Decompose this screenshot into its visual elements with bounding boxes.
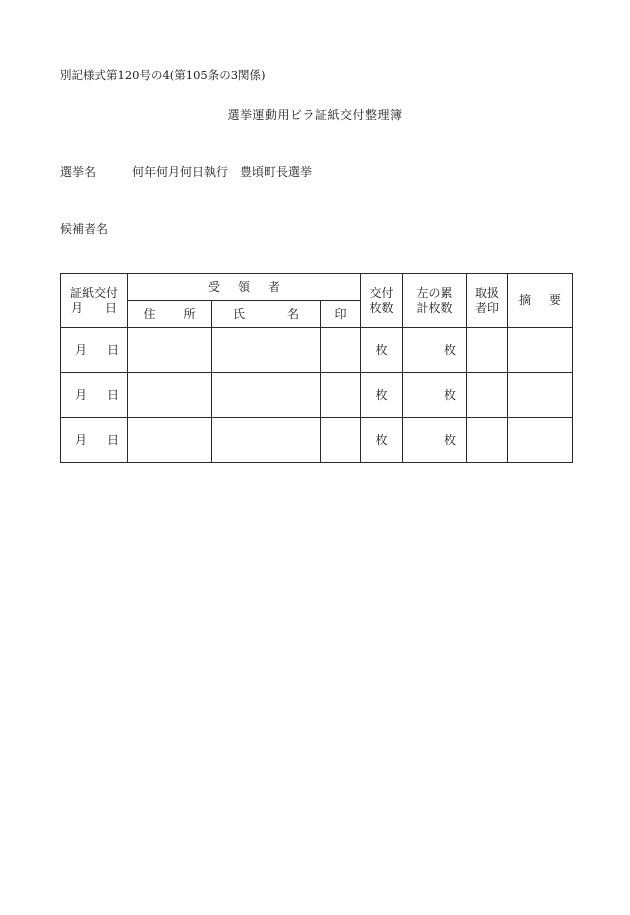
month-unit: 月 bbox=[74, 387, 87, 402]
seal-cell[interactable] bbox=[321, 328, 361, 373]
address-header-char: 所 bbox=[183, 306, 196, 321]
name-cell[interactable] bbox=[212, 418, 321, 463]
address-cell[interactable] bbox=[128, 328, 212, 373]
month-unit: 月 bbox=[74, 342, 87, 357]
issued-count-header-line1: 交付 bbox=[369, 285, 394, 300]
remarks-header-char: 要 bbox=[549, 293, 562, 307]
election-name-label: 選挙名 bbox=[60, 165, 97, 179]
month-unit: 月 bbox=[74, 432, 87, 447]
issued-count-cell[interactable]: 枚 bbox=[361, 418, 403, 463]
name-header-char: 名 bbox=[287, 306, 300, 321]
issue-date-day-header: 日 bbox=[104, 300, 117, 315]
cumulative-count-header-line2: 計枚数 bbox=[416, 300, 453, 315]
recipient-header-char: 者 bbox=[268, 279, 281, 294]
election-name-value: 何年何月何日執行 豊頃町長選挙 bbox=[132, 165, 313, 179]
handler-seal-cell[interactable] bbox=[467, 418, 508, 463]
candidate-name-label: 候補者名 bbox=[60, 222, 109, 236]
issued-count-header bbox=[361, 274, 403, 328]
day-unit: 日 bbox=[106, 387, 119, 402]
issued-count-header-line2: 枚数 bbox=[369, 300, 394, 315]
cumulative-count-header bbox=[403, 274, 467, 328]
issue-date-month-header: 月 bbox=[71, 300, 84, 315]
address-cell[interactable] bbox=[128, 418, 212, 463]
remarks-cell[interactable] bbox=[508, 418, 573, 463]
address-header-char: 住 bbox=[143, 306, 156, 321]
handler-seal-cell[interactable] bbox=[467, 373, 508, 418]
seal-cell[interactable] bbox=[321, 418, 361, 463]
seal-header: 印 bbox=[321, 301, 361, 328]
recipient-header-char: 領 bbox=[238, 279, 251, 294]
handler-seal-header bbox=[467, 274, 508, 328]
remarks-header bbox=[508, 274, 573, 328]
issued-count-cell[interactable]: 枚 bbox=[361, 328, 403, 373]
table-row bbox=[61, 418, 573, 463]
cumulative-count-cell[interactable]: 枚 bbox=[403, 373, 467, 418]
issue-date-header bbox=[61, 274, 128, 328]
recipient-header bbox=[128, 274, 361, 301]
form-reference: 別記様式第120号の4(第105条の3関係) bbox=[60, 68, 266, 82]
name-header bbox=[212, 301, 321, 328]
table-row bbox=[61, 328, 573, 373]
seal-cell[interactable] bbox=[321, 373, 361, 418]
stamp-issuance-ledger-table bbox=[60, 273, 573, 463]
day-unit: 日 bbox=[106, 342, 119, 357]
remarks-header-char: 摘 bbox=[519, 293, 532, 307]
day-unit: 日 bbox=[106, 432, 119, 447]
issue-date-cell[interactable] bbox=[61, 373, 128, 418]
issue-date-cell[interactable] bbox=[61, 418, 128, 463]
remarks-cell[interactable] bbox=[508, 328, 573, 373]
issue-date-header-line1: 証紙交付 bbox=[69, 285, 118, 300]
issue-date-cell[interactable] bbox=[61, 328, 128, 373]
handler-seal-header-line1: 取扱 bbox=[475, 285, 500, 300]
remarks-cell[interactable] bbox=[508, 373, 573, 418]
cumulative-count-header-line1: 左の累 bbox=[416, 285, 453, 300]
document-title: 選挙運動用ビラ証紙交付整理簿 bbox=[227, 108, 403, 122]
issued-count-cell[interactable]: 枚 bbox=[361, 373, 403, 418]
name-cell[interactable] bbox=[212, 373, 321, 418]
table-row bbox=[61, 373, 573, 418]
address-cell[interactable] bbox=[128, 373, 212, 418]
handler-seal-header-line2: 者印 bbox=[475, 300, 500, 315]
handler-seal-cell[interactable] bbox=[467, 328, 508, 373]
recipient-header-char: 受 bbox=[207, 279, 220, 294]
name-header-char: 氏 bbox=[232, 306, 245, 321]
cumulative-count-cell[interactable]: 枚 bbox=[403, 328, 467, 373]
address-header bbox=[128, 301, 212, 328]
name-cell[interactable] bbox=[212, 328, 321, 373]
cumulative-count-cell[interactable]: 枚 bbox=[403, 418, 467, 463]
